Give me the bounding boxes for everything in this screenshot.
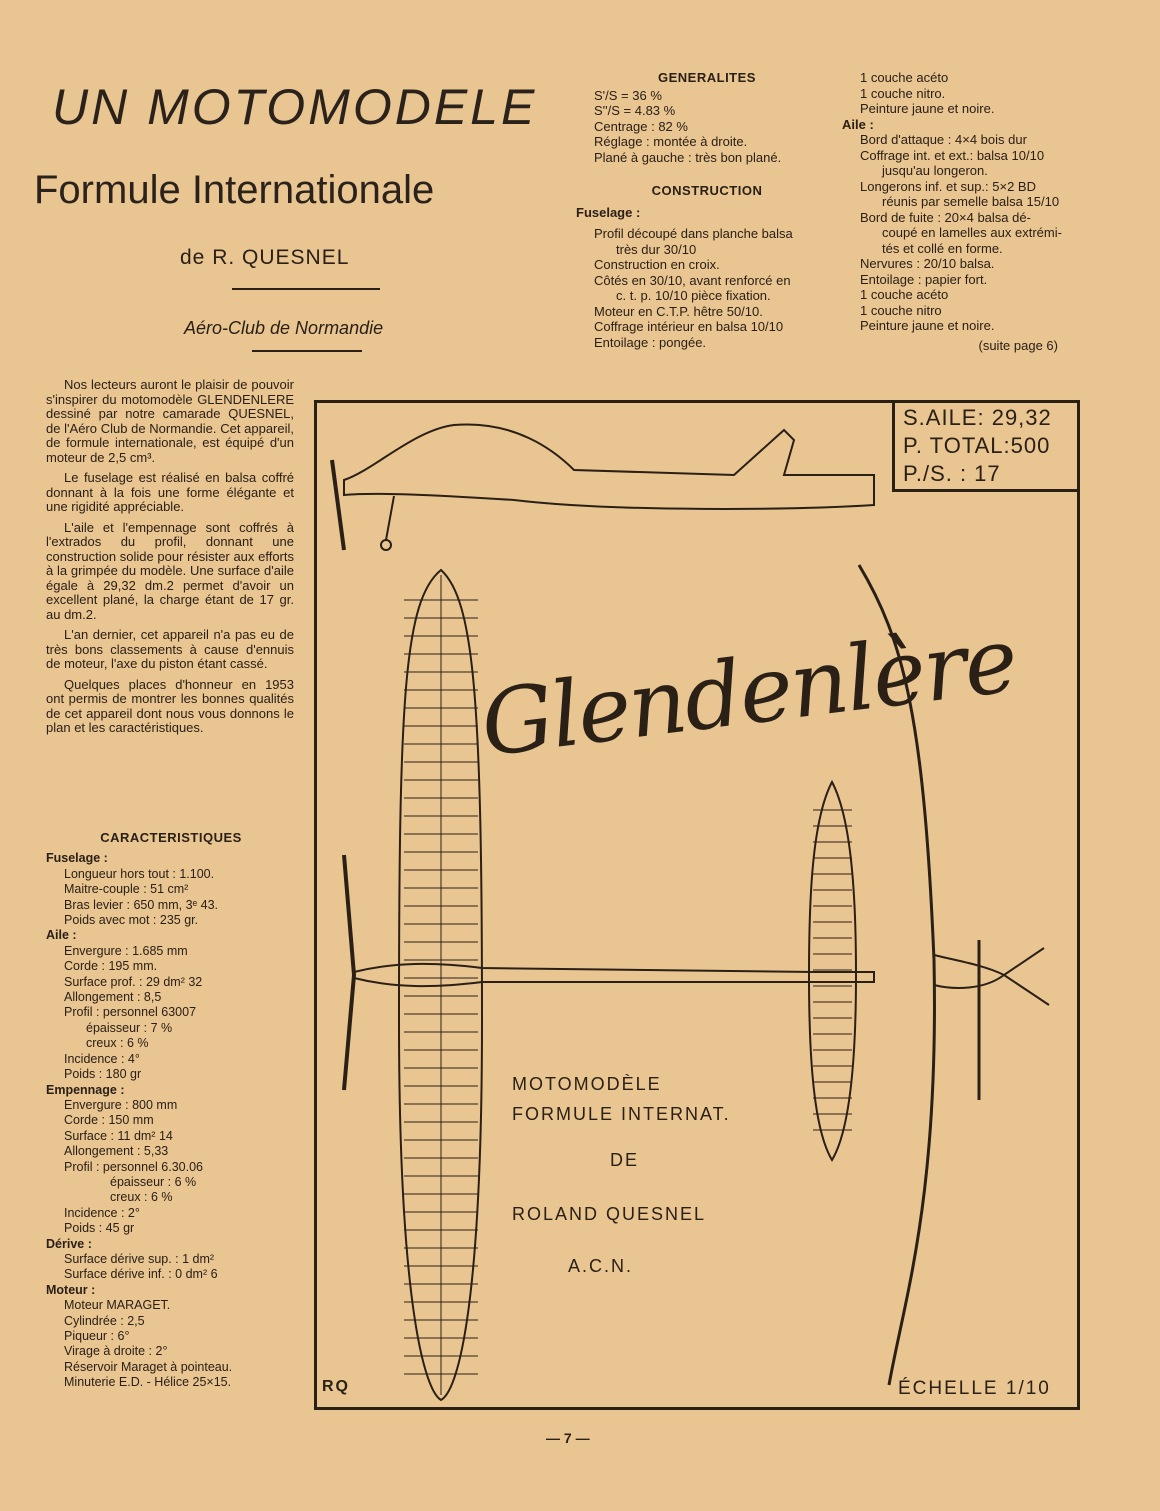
subheading: Dérive :	[46, 1236, 92, 1251]
spec-line: S'/S = 36 %	[594, 87, 662, 103]
spec-line: Réglage : montée à droite.	[594, 134, 748, 149]
spec-box	[892, 400, 1080, 492]
spec-line: jusqu'au longeron.	[882, 163, 988, 178]
spec-line: Bord de fuite : 20×4 balsa dé-	[860, 209, 1031, 225]
spec-line: épaisseur : 6 %	[110, 1174, 197, 1189]
front-view-landing-gear	[1004, 948, 1049, 1005]
spec-line: Piqueur : 6°	[64, 1329, 130, 1343]
continued-note: (suite page 6)	[978, 337, 1058, 353]
side-view-propeller	[332, 460, 344, 550]
spec-line: Maitre-couple : 51 cm²	[64, 882, 189, 897]
intro-paragraph: Le fuselage est réalisé en balsa coffré donnant à la fois une forme élégante et une rigidité appréciable.	[46, 470, 294, 514]
subheading: Moteur :	[46, 1282, 96, 1297]
spec-line: Entoilage : pongée.	[594, 334, 707, 350]
caption-line: A.C.N.	[568, 1256, 634, 1276]
model-name-script: Glendenlère	[475, 607, 1022, 778]
caption-line: MOTOMODÈLE	[512, 1074, 662, 1094]
spec-line: Peinture jaune et noire.	[860, 101, 995, 116]
total-weight-spec: P. TOTAL:500	[903, 433, 1051, 458]
spec-line: creux : 6 %	[110, 1190, 173, 1205]
spec-line: Surface : 11 dm² 14	[64, 1128, 173, 1143]
spec-line: Envergure : 800 mm	[64, 1097, 178, 1112]
generalites-section	[576, 70, 838, 350]
spec-line: creux : 6 %	[86, 1036, 149, 1051]
spec-line: Profil : personnel 6.30.06	[64, 1159, 203, 1174]
intro-text	[46, 378, 294, 742]
intro-paragraph: Nos lecteurs auront le plaisir de pouvoir s'inspirer du motomodèle GLENDENLERE dessiné par notre camarade QUESNEL, de l'Aéro Club de Normandie. Cet appareil, de formule internationale, est équipé d'un moteur de 2,5 cm³.	[46, 377, 294, 465]
author-line: de R. QUESNEL	[180, 246, 350, 269]
intro-paragraph: Quelques places d'honneur en 1953 ont permis de montrer les bonnes qualités de cet appareil dont nous vous donnons le plan et les caractéristiques.	[46, 676, 294, 735]
spec-line: 1 couche nitro	[860, 302, 942, 318]
spec-line: Incidence : 4°	[64, 1051, 140, 1066]
spec-line: Allongement : 5,33	[64, 1144, 169, 1159]
spec-line: réunis par semelle balsa 15/10	[882, 194, 1060, 209]
article-title: UN MOTOMODELE	[52, 79, 538, 135]
spec-line: Construction en croix.	[594, 257, 720, 272]
spec-line: Longueur hors tout : 1.100.	[64, 866, 215, 881]
spec-line: Surface dérive sup. : 1 dm²	[64, 1251, 215, 1266]
article-subtitle: Formule Internationale	[34, 168, 435, 212]
caption-line: DE	[610, 1150, 640, 1170]
page-number: — 7 —	[546, 1430, 590, 1446]
section-heading: CONSTRUCTION	[651, 183, 763, 198]
spec-line: 1 couche nitro.	[860, 85, 946, 101]
spec-line: épaisseur : 7 %	[86, 1020, 173, 1035]
spec-line: Surface prof. : 29 dm² 32	[64, 974, 203, 989]
section-heading: GENERALITES	[658, 70, 756, 85]
spec-line: Plané à gauche : très bon plané.	[594, 149, 782, 165]
spec-line: Profil : personnel 63007	[64, 1005, 197, 1020]
subheading: Fuselage :	[46, 851, 108, 866]
spec-line: Allongement : 8,5	[64, 990, 162, 1005]
intro-paragraph: L'an dernier, cet appareil n'a pas eu de très bons classements à cause d'ennuis de moteur, l'axe du piston étant cassé.	[46, 627, 294, 671]
side-view-wheel	[381, 540, 391, 550]
spec-line: Surface dérive inf. : 0 dm² 6	[64, 1267, 218, 1282]
tailplane-ribs	[813, 810, 852, 1130]
spec-line: S''/S = 4.83 %	[594, 103, 676, 118]
wing-area-spec: S.AILE: 29,32	[903, 405, 1052, 430]
spec-line: Longerons inf. et sup.: 5×2 BD	[860, 178, 1036, 194]
subheading: Aile :	[842, 116, 874, 132]
caption-line: FORMULE INTERNAT.	[512, 1104, 731, 1124]
intro-paragraph: L'aile et l'empennage sont coffrés à l'extrados du profil, donnant une construction solide pour résister aux efforts à la grimpée du modèle. Une surface d'aile égale à 29,32 dm.2 permet d'avoir un excellent plané, la charge étant de 17 gr. au dm.2.	[46, 519, 294, 622]
spec-line: Poids : 180 gr	[64, 1067, 142, 1082]
spec-line: Entoilage : papier fort.	[860, 271, 988, 287]
divider	[232, 288, 380, 290]
top-view-propeller	[344, 855, 354, 1090]
spec-line: Coffrage int. et ext.: balsa 10/10	[860, 147, 1045, 163]
spec-line: Moteur MARAGET.	[64, 1298, 171, 1313]
fuselage-top-view	[354, 964, 874, 986]
spec-line: Moteur en C.T.P. hêtre 50/10.	[594, 303, 763, 319]
spec-line: c. t. p. 10/10 pièce fixation.	[616, 288, 771, 303]
spec-line: Bord d'attaque : 4×4 bois dur	[860, 132, 1027, 147]
club-name: Aéro-Club de Normandie	[184, 318, 384, 338]
caracteristiques-section	[46, 830, 296, 1391]
wing-loading-spec: P./S. : 17	[903, 461, 1001, 486]
caption-line: ROLAND QUESNEL	[512, 1204, 707, 1224]
spec-line: Côtés en 30/10, avant renforcé en	[594, 272, 791, 288]
spec-line: Cylindrée : 2,5	[64, 1313, 145, 1328]
spec-line: Poids : 45 gr	[64, 1221, 135, 1236]
spec-line: Réservoir Maraget à pointeau.	[64, 1359, 233, 1374]
front-view-fuselage	[934, 955, 1004, 988]
designer-monogram: RQ	[322, 1378, 350, 1395]
spec-line: tés et collé en forme.	[882, 240, 1003, 256]
spec-line: Corde : 150 mm	[64, 1113, 154, 1128]
spec-line: Nervures : 20/10 balsa.	[860, 256, 995, 271]
construction-continued	[842, 70, 1080, 353]
subheading: Empennage :	[46, 1082, 125, 1097]
spec-line: Coffrage intérieur en balsa 10/10	[594, 319, 784, 334]
spec-line: coupé en lamelles aux extrémi-	[882, 225, 1062, 240]
subheading: Fuselage :	[576, 204, 641, 220]
spec-line: 1 couche acéto	[860, 287, 949, 302]
divider	[252, 350, 362, 352]
subheading: Aile :	[46, 928, 77, 943]
spec-line: Incidence : 2°	[64, 1205, 140, 1220]
section-heading: CARACTERISTIQUES	[100, 830, 242, 845]
spec-line: Corde : 195 mm.	[64, 959, 158, 974]
side-view-fuselage	[344, 424, 874, 508]
spec-line: Bras levier : 650 mm, 3ᵉ 43.	[64, 897, 219, 912]
spec-line: très dur 30/10	[616, 241, 697, 257]
side-view-landing-gear	[386, 496, 394, 540]
model-airplane-drawing	[314, 400, 1080, 1410]
tailplane-top-view	[809, 782, 856, 1160]
spec-line: Minuterie E.D. - Hélice 25×15.	[64, 1375, 232, 1390]
spec-line: Profil découpé dans planche balsa	[594, 226, 793, 241]
spec-line: Virage à droite : 2°	[64, 1344, 168, 1359]
spec-line: Centrage : 82 %	[594, 118, 688, 134]
spec-line: Envergure : 1.685 mm	[64, 943, 188, 958]
scale-label: ÉCHELLE 1/10	[898, 1378, 1051, 1399]
spec-line: 1 couche acéto	[860, 70, 949, 85]
spec-line: Peinture jaune et noire.	[860, 318, 995, 333]
spec-line: Poids avec mot : 235 gr.	[64, 913, 199, 928]
